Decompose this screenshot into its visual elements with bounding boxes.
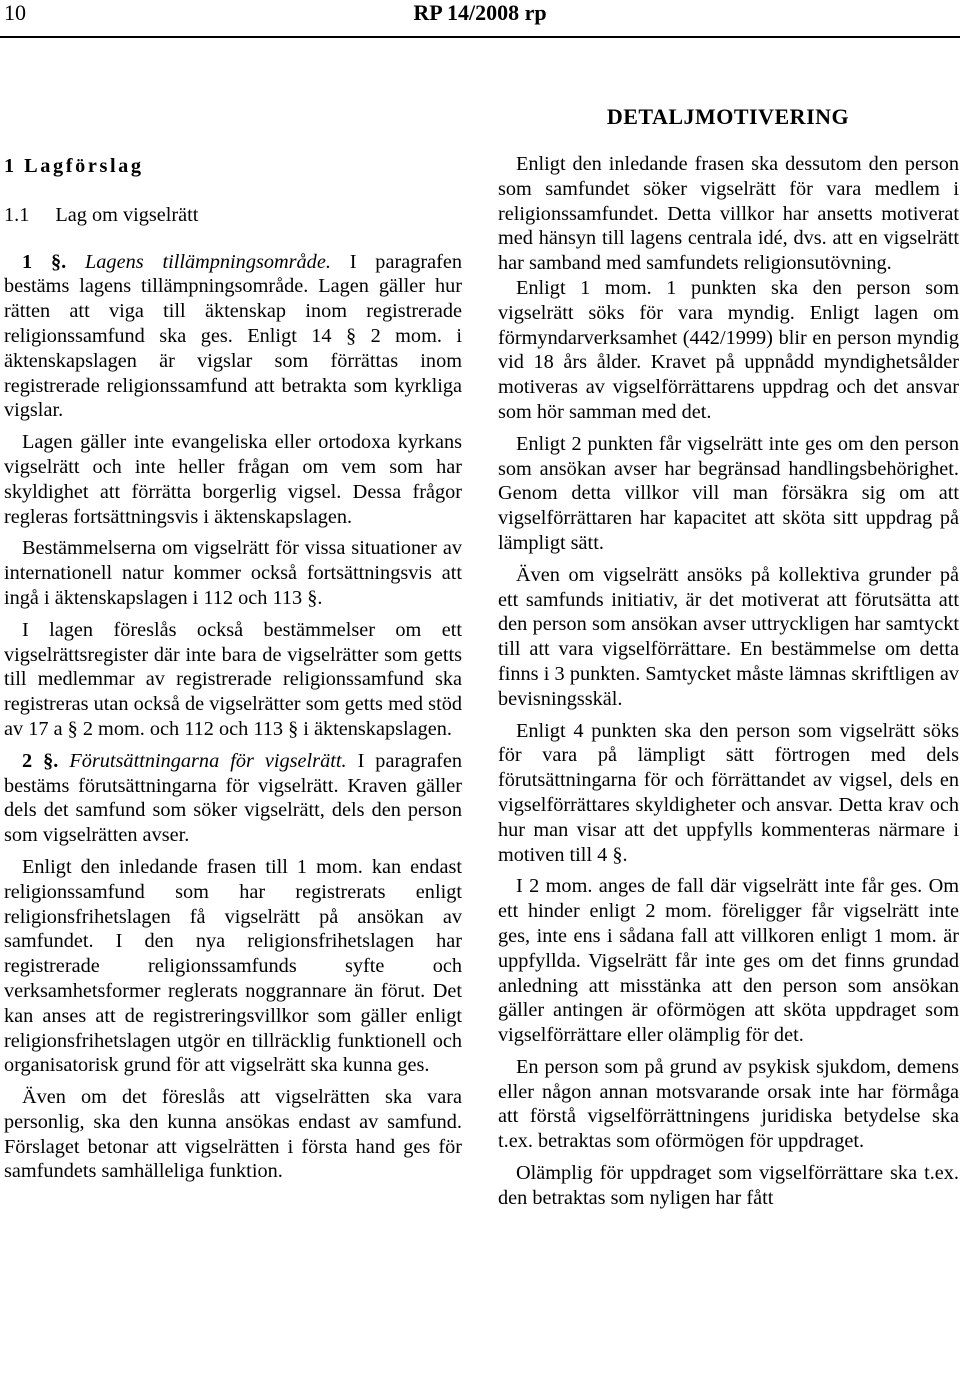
paragraph: I 2 mom. anges de fall där vigselrätt inte får ges. Om ett hinder enligt 2 mom. föreligger får vigselrätt inte ges, inte ens i sådana fall att villkoren enligt 1 mom. är uppfyllda. Vigselrätt får inte ges om det finns grundad anledning att misstänka att den person som ansökan gäller antingen är oförmögen att sköta uppdraget som vigselförrättare eller olämplig för det. (498, 875, 959, 1047)
law-number: 1.1 (4, 203, 30, 226)
paragraph: Enligt 4 punkten ska den person som vigselrätt söks för vara på lämpligt sätt förtrogen med dels förutsättningarna för och förrättandet av vigsel, dels en vigselförrättares skyldigheter och ansvar. Detta krav och hur man visar att det uppfylls kommenteras närmare i motiven till 4 §. (498, 719, 959, 866)
paragraph: Bestämmelserna om vigselrätt för vissa situationer av internationell natur kommer också fortsättningsvis att ingå i äktenskapslagen i 112 och 113 §. (4, 537, 462, 609)
document-reference: RP 14/2008 rp (413, 0, 547, 25)
chapter-heading (4, 154, 462, 179)
paragraph-section-1 (4, 250, 462, 424)
paragraph: Enligt den inledande frasen ska dessutom den person som samfundet söker vigselrätt för vara medlem i religionssamfundet. Detta villkor har ansetts motiverat med hänsyn till lagens centrala idé, dvs. att en vigselrätt har samband med samfundets religionsutövning. (498, 153, 959, 275)
paragraph: En person som på grund av psykisk sjukdom, demens eller någon annan motsvarande orsak inte har förmåga att förstå vigselförrättningens juridiska betydelse ska t.ex. betraktas som oförmögen för uppdraget. (498, 1055, 959, 1153)
paragraph: I lagen föreslås också bestämmelser om ett vigselrättsregister där inte bara de vigselrätter som getts till medlemmar av registrerade religionssamfund ska registreras utan också de vigselrätter som getts med stöd av 17 a § 2 mom. och 112 och 113 § i äktenskapslagen. (4, 618, 462, 740)
right-column (498, 152, 959, 1211)
section-1-title: Lagens tillämpningsområde. (85, 250, 331, 273)
section-heading: DETALJMOTIVERING (606, 104, 850, 129)
left-column (4, 152, 462, 1184)
chapter-number: 1 (4, 155, 15, 177)
paragraph: Även om det föreslås att vigselrätten ska vara personlig, ska den kunna ansökas endast av samfund. Förslaget betonar att vigselrätten i första hand ges för samfundets samhälleliga funktion. (4, 1086, 462, 1183)
chapter-title: Lagförslag (24, 155, 144, 177)
section-2-title: Förutsättningarna för vigselrätt. (69, 749, 347, 772)
paragraph-section-2 (4, 749, 462, 848)
section-1-text: I paragrafen bestäms lagens tillämpningsområde. Lagen gäller hur rätten att viga till äktenskap inom registrerade religionssamfund ska ges. Enligt 14 § 2 mom. i äktenskapslagen är vigslar som förrättas inom registrerade religionssamfund att betrakta som kyrkliga vigslar. (4, 250, 462, 422)
paragraph: Enligt 1 mom. 1 punkten ska den person som vigselrätt söks för vara myndig. Enligt lagen om förmyndarverksamhet (442/1999) blir en person myndig vid 18 års ålder. Kravet på uppnådd myndighetsålder motiveras av vigselförrättarens uppdrag och det ansvar som hör samman med det. (498, 276, 959, 423)
paragraph: Lagen gäller inte evangeliska eller ortodoxa kyrkans vigselrätt och inte heller frågan om vem som har skyldighet att förrätta borgerlig vigsel. Dessa frågor regleras fortsättningsvis i äktenskapslagen. (4, 431, 462, 528)
section-1-number: 1 §. (22, 250, 67, 273)
paragraph: Enligt den inledande frasen till 1 mom. kan endast religionssamfund som har registrerats enligt religionsfrihetslagen få vigselrätt på ansökan av samfundet. I den nya religionsfrihetslagen har registrerade religionssamfunds syfte och verksamhetsformer reglerats noggrannare än förut. Det kan anses att de registreringsvillkor som gäller enligt religionsfrihetslagen utgör en tillräcklig funktionell och organisatorisk grund för att vigselrätt ska kunna ges. (4, 855, 462, 1077)
paragraph: Även om vigselrätt ansöks på kollektiva grunder på ett samfunds initiativ, är det motiverat att förutsätta att den person som ansökan avser uttryckligen har samtyckt till att vara vigselförrättare. En bestämmelse om detta finns i 3 punkten. Samtycket måste lämnas skriftligen av bevisningsskäl. (498, 563, 959, 710)
header-rule (0, 36, 960, 38)
law-title: Lag om vigselrätt (55, 203, 199, 226)
section-2-number: 2 §. (22, 749, 59, 772)
paragraph: Enligt 2 punkten får vigselrätt inte ges om den person som ansökan avser har begränsad handlingsbehörighet. Genom detta villkor vill man försäkra sig om att vigselförrättaren har kapacitet att sköta sitt uppdrag på lämpligt sätt. (498, 432, 959, 554)
page-number: 10 (4, 0, 26, 25)
paragraph: Olämplig för uppdraget som vigselförrättare ska t.ex. den betraktas som nyligen har fått (498, 1162, 959, 1209)
section-2-text: I paragrafen bestäms förutsättningarna för vigselrätt. Kraven gäller dels det samfund som söker vigselrätt, dels den person som vigselrätten avser. (4, 749, 462, 847)
law-heading (4, 203, 462, 228)
